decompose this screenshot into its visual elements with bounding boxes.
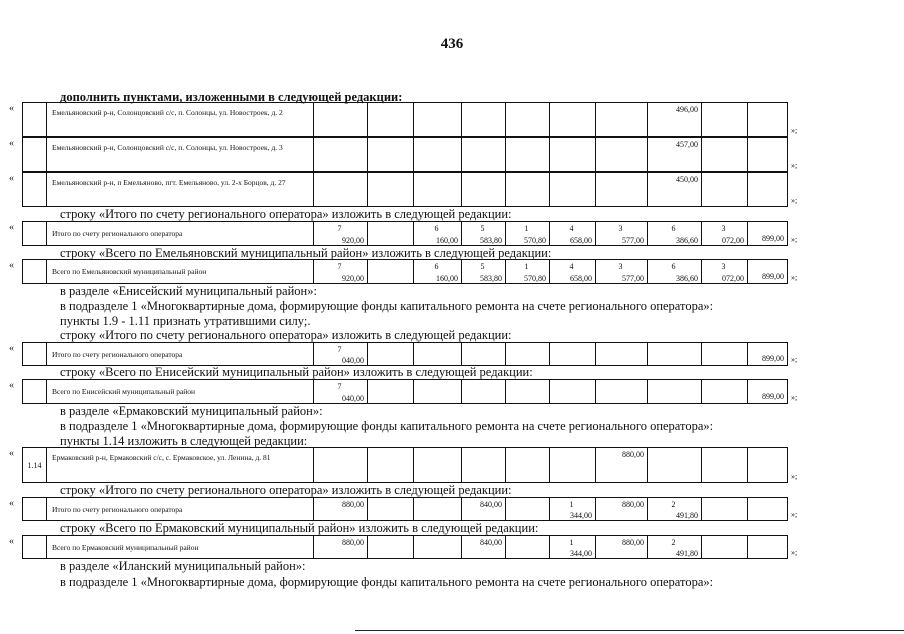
value-cell: 1 570,80	[506, 260, 550, 284]
value-cell: 2 491,80	[648, 536, 702, 559]
value-cell: 880,00	[596, 498, 648, 521]
item-description: Всего по Емельяновский муниципальный район	[47, 260, 314, 284]
value-cell	[368, 222, 414, 246]
opening-quote: «	[9, 498, 14, 509]
value-cell	[368, 498, 414, 521]
instruction-line: строку «Итого по счету регионального оператора» изложить в следующей редакции:	[60, 328, 512, 342]
item-description: Емельяновский р-н, п Емельяново, пгт. Емельяново, ул. 2-х Борцов, д. 27	[47, 173, 314, 207]
value-cell	[648, 343, 702, 366]
value-cell: 1 570,80	[506, 222, 550, 246]
value-cell	[414, 138, 462, 172]
value-cell	[648, 380, 702, 404]
value-cell: 3 072,00	[702, 260, 748, 284]
value-cell	[414, 103, 462, 137]
closing-mark: »;	[791, 234, 798, 244]
value-cell	[414, 536, 462, 559]
page-number: 436	[440, 36, 464, 52]
value-cell	[414, 343, 462, 366]
closing-mark: »;	[791, 509, 798, 519]
table-row	[22, 379, 828, 404]
opening-quote: «	[9, 103, 14, 114]
value-cell	[550, 380, 596, 404]
value-cell	[314, 103, 368, 137]
opening-quote: «	[9, 380, 14, 391]
value-cell	[702, 138, 748, 172]
value-cell	[506, 173, 550, 207]
value-cell	[596, 380, 648, 404]
item-description: Итого по счету регионального оператора	[47, 498, 314, 521]
instruction-line: дополнить пунктами, изложенными в следующей редакции:	[60, 90, 403, 104]
item-description: Всего по Ермаковский муниципальный район	[47, 536, 314, 559]
value-cell	[550, 448, 596, 483]
value-cell	[748, 103, 788, 137]
instruction-line: строку «Всего по Емельяновский муниципальный район» изложить в следующей редакции:	[60, 246, 552, 260]
value-cell	[414, 173, 462, 207]
item-number	[23, 380, 47, 404]
value-cell	[462, 103, 506, 137]
value-cell	[702, 380, 748, 404]
value-cell	[414, 380, 462, 404]
value-cell: 4 658,00	[550, 260, 596, 284]
table-row	[22, 497, 828, 521]
value-cell: 899,00	[748, 380, 788, 404]
value-cell	[414, 448, 462, 483]
value-cell: 7 040,00	[314, 380, 368, 404]
value-cell	[462, 380, 506, 404]
value-cell	[368, 380, 414, 404]
table-row	[22, 137, 828, 172]
value-cell	[702, 536, 748, 559]
value-cell	[368, 448, 414, 483]
item-description: Ермаковский р-н, Ермаковский с/с, с. Ермаковское, ул. Ленина, д. 81	[47, 448, 314, 483]
closing-mark: »;	[791, 160, 798, 170]
value-cell	[462, 173, 506, 207]
opening-quote: «	[9, 343, 14, 354]
value-cell: 6 160,00	[414, 260, 462, 284]
value-cell	[462, 138, 506, 172]
value-cell: 3 072,00	[702, 222, 748, 246]
item-number	[23, 138, 47, 172]
table-row	[22, 535, 828, 559]
value-cell: 899,00	[748, 343, 788, 366]
value-cell	[506, 138, 550, 172]
table-row	[22, 172, 828, 207]
closing-mark: »;	[791, 547, 798, 557]
instruction-line: строку «Всего по Енисейский муниципальный район» изложить в следующей редакции:	[60, 365, 533, 379]
value-cell	[748, 138, 788, 172]
closing-mark: »;	[791, 354, 798, 364]
item-number	[23, 343, 47, 366]
value-cell	[506, 536, 550, 559]
value-cell	[368, 138, 414, 172]
closing-mark: »;	[791, 272, 798, 282]
closing-mark: »;	[791, 125, 798, 135]
value-cell	[506, 448, 550, 483]
value-cell	[748, 498, 788, 521]
value-cell	[506, 380, 550, 404]
opening-quote: «	[9, 173, 14, 184]
value-cell	[462, 343, 506, 366]
value-cell	[596, 173, 648, 207]
value-cell: 840,00	[462, 536, 506, 559]
instruction-line: строку «Всего по Ермаковский муниципальный район» изложить в следующей редакции:	[60, 521, 539, 535]
value-cell	[550, 103, 596, 137]
value-cell: 6 160,00	[414, 222, 462, 246]
value-cell	[702, 103, 748, 137]
value-cell: 5 583,80	[462, 222, 506, 246]
value-cell	[462, 448, 506, 483]
value-cell	[368, 260, 414, 284]
item-number	[23, 103, 47, 137]
table-row	[22, 447, 828, 483]
instruction-line: строку «Итого по счету регионального оператора» изложить в следующей редакции:	[60, 207, 512, 221]
instruction-line: строку «Итого по счету регионального оператора» изложить в следующей редакции:	[60, 483, 512, 497]
value-cell	[506, 343, 550, 366]
value-cell: 2 491,80	[648, 498, 702, 521]
value-cell	[748, 536, 788, 559]
instruction-line: пункты 1.14 изложить в следующей редакции:	[60, 434, 308, 448]
value-cell	[550, 173, 596, 207]
footer-divider	[355, 630, 904, 631]
instruction-line: в разделе «Иланский муниципальный район»:	[60, 559, 306, 573]
item-number	[23, 498, 47, 521]
value-cell	[368, 103, 414, 137]
instruction-line: в разделе «Енисейский муниципальный район»:	[60, 284, 317, 298]
value-cell: 7 040,00	[314, 343, 368, 366]
item-description: Емельяновский р-н, Солонцовский с/с, п. Солонцы, ул. Новостроек, д. 3	[47, 138, 314, 172]
value-cell: 880,00	[314, 536, 368, 559]
opening-quote: «	[9, 448, 14, 459]
instruction-line: пункты 1.9 - 1.11 признать утратившими силу;.	[60, 314, 311, 328]
opening-quote: «	[9, 260, 14, 271]
value-cell: 899,00	[748, 222, 788, 246]
value-cell: 840,00	[462, 498, 506, 521]
value-cell: 450,00	[648, 173, 702, 207]
value-cell	[314, 448, 368, 483]
value-cell: 880,00	[596, 536, 648, 559]
value-cell	[648, 448, 702, 483]
value-cell	[702, 343, 748, 366]
value-cell	[596, 343, 648, 366]
item-number	[23, 536, 47, 559]
value-cell	[506, 103, 550, 137]
value-cell	[506, 498, 550, 521]
value-cell: 899,00	[748, 260, 788, 284]
value-cell	[368, 173, 414, 207]
instruction-line: в разделе «Ермаковский муниципальный район»:	[60, 404, 323, 418]
value-cell: 7 920,00	[314, 222, 368, 246]
closing-mark: »;	[791, 471, 798, 481]
opening-quote: «	[9, 536, 14, 547]
value-cell	[550, 343, 596, 366]
value-cell: 6 386,60	[648, 260, 702, 284]
value-cell	[702, 448, 748, 483]
table-row	[22, 221, 828, 246]
instruction-line: в подразделе 1 «Многоквартирные дома, формирующие фонды капитального ремонта на счете регионального оператора»:	[60, 419, 714, 433]
value-cell	[596, 103, 648, 137]
value-cell	[702, 498, 748, 521]
value-cell: 880,00	[314, 498, 368, 521]
value-cell	[314, 138, 368, 172]
value-cell	[748, 448, 788, 483]
value-cell	[748, 173, 788, 207]
item-description: Емельяновский р-н, Солонцовский с/с, п. Солонцы, ул. Новостроек, д. 2	[47, 103, 314, 137]
item-number: 1.14	[23, 448, 47, 483]
value-cell: 5 583,80	[462, 260, 506, 284]
value-cell	[414, 498, 462, 521]
value-cell: 457,00	[648, 138, 702, 172]
table-row	[22, 259, 828, 284]
item-number	[23, 260, 47, 284]
value-cell	[368, 343, 414, 366]
value-cell: 4 658,00	[550, 222, 596, 246]
value-cell	[550, 138, 596, 172]
opening-quote: «	[9, 138, 14, 149]
value-cell: 496,00	[648, 103, 702, 137]
table-row	[22, 102, 828, 137]
item-description: Всего по Енисейский муниципальный район	[47, 380, 314, 404]
item-description: Итого по счету регионального оператора	[47, 343, 314, 366]
item-number	[23, 222, 47, 246]
table-row	[22, 342, 828, 366]
instruction-line: в подразделе 1 «Многоквартирные дома, формирующие фонды капитального ремонта на счете регионального оператора»:	[60, 575, 714, 589]
value-cell: 1 344,00	[550, 498, 596, 521]
instruction-line: в подразделе 1 «Многоквартирные дома, формирующие фонды капитального ремонта на счете регионального оператора»:	[60, 299, 714, 313]
value-cell	[368, 536, 414, 559]
value-cell	[314, 173, 368, 207]
item-description: Итого по счету регионального оператора	[47, 222, 314, 246]
value-cell: 880,00	[596, 448, 648, 483]
value-cell: 6 386,60	[648, 222, 702, 246]
value-cell: 3 577,00	[596, 260, 648, 284]
closing-mark: »;	[791, 392, 798, 402]
opening-quote: «	[9, 222, 14, 233]
value-cell	[596, 138, 648, 172]
item-number	[23, 173, 47, 207]
value-cell: 7 920,00	[314, 260, 368, 284]
closing-mark: »;	[791, 195, 798, 205]
value-cell: 3 577,00	[596, 222, 648, 246]
value-cell: 1 344,00	[550, 536, 596, 559]
value-cell	[702, 173, 748, 207]
